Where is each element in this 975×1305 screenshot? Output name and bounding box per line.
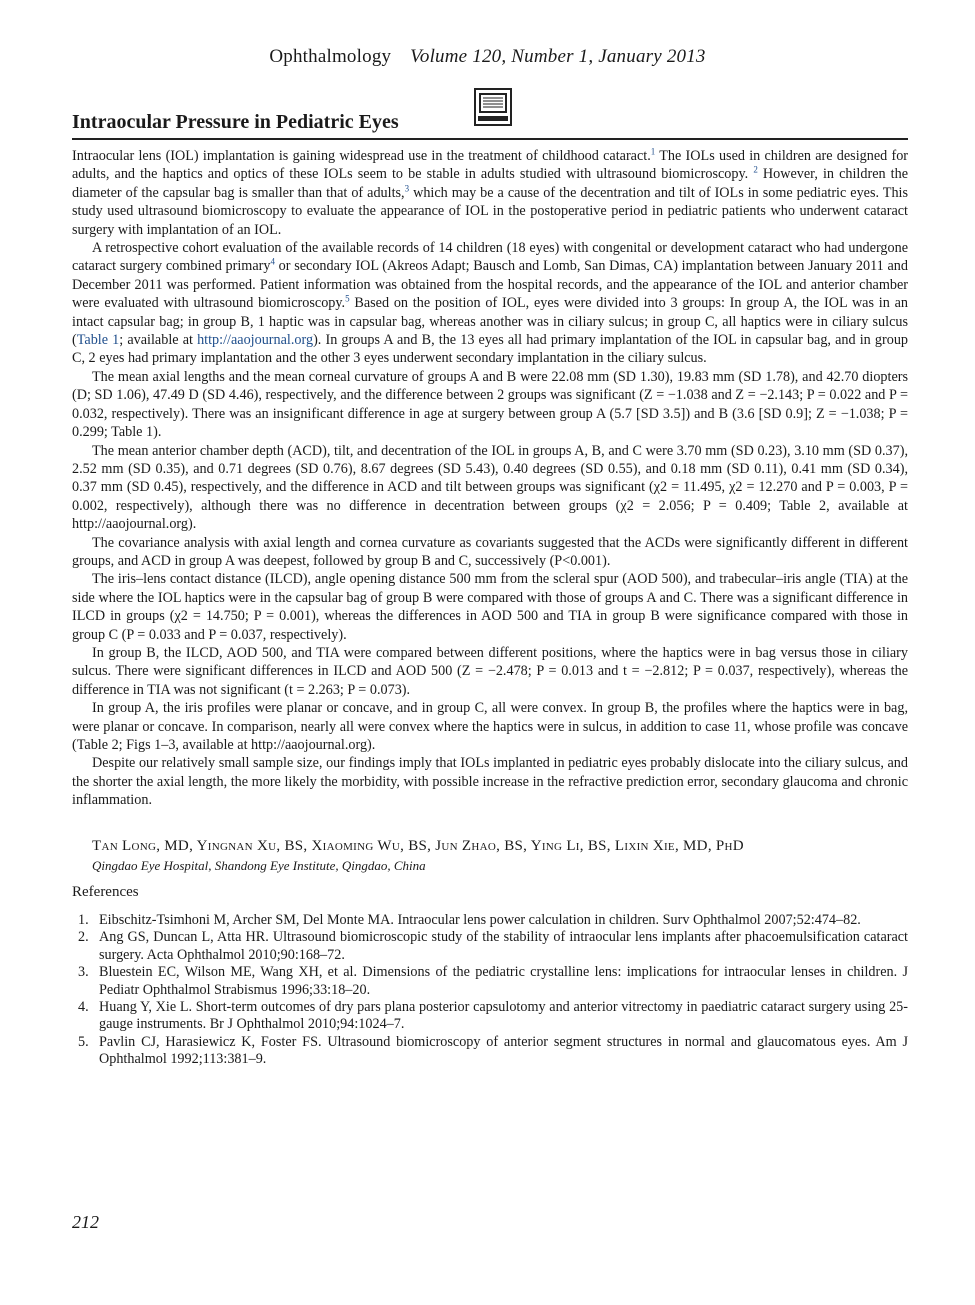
paragraph: The covariance analysis with axial length and cornea curvature as covariants suggested that the ACDs were significantly different in different groups, and ACD in group A was deepest, followed by group B and C, successively (P<0.001).: [72, 534, 908, 569]
paragraph: The iris–lens contact distance (ILCD), angle opening distance 500 mm from the scleral spur (AOD 500), and trabecular–iris angle (TIA) at the side where the IOL haptics were in the capsular bag of group B were compared with those of groups A and C. There was a significant difference in ILCD in groups (χ2 = 14.750; P = 0.001), whereas the differences in AOD 500 and TIA in group B were significance compared with those in group C (P = 0.033 and P = 0.037, respectively).: [72, 571, 908, 643]
reference-text: Ang GS, Duncan L, Atta HR. Ultrasound biomicroscopic study of the stability of intraocular lens implants after phacoemulsification cataract surgery. Acta Ophthalmol 2010;90:168–72.: [99, 929, 908, 963]
web-video-icon[interactable]: [474, 88, 512, 126]
reference-item: [72, 999, 908, 1034]
reference-item: [72, 929, 908, 964]
paragraph: Despite our relatively small sample size, our findings imply that IOLs implanted in pediatric eyes probably dislocate into the ciliary sulcus, and the shorter the axial length, the more likely the morbidity, with possible increase in the refractive prediction error, secondary glaucoma and chronic inflammation.: [72, 755, 908, 809]
citation-link[interactable]: 1: [650, 146, 656, 157]
reference-number: 5.: [78, 1033, 89, 1050]
citation-link[interactable]: 4: [270, 256, 275, 267]
journal-name: Ophthalmology: [269, 46, 392, 67]
paragraph: In group A, the iris profiles were planar or concave, and in group C, all were convex. In group B, the profiles where the haptics were in bag, were planar or concave. In comparison, nearly all were convex where the haptics were in sulcus, in addition to case 11, whose profile was concave (Table 2; Figs 1–3, available at http://aaojournal.org).: [72, 700, 908, 753]
paragraph: Intraocular lens (IOL) implantation is gaining widespread use in the treatment of childhood cataract.$^1$ The IOLs used in children are designed for adults, and the haptics and optics of these IOLs seem to be stable in adults studied with ultrasound biomicroscopy. $^2$ However, in children the diameter of the capsular bag is smaller than that of adults,$^3$ which may be a cause of the decentration and tilt of IOLs in some pediatric eyes. This study used ultrasound biomicroscopy to evaluate the appearance of IOL in the postoperative period in pediatric patients who underwent cataract surgery with implantation of an IOL.: [72, 146, 909, 238]
citation-link[interactable]: 2: [753, 164, 758, 175]
reference-text: Pavlin CJ, Harasiewicz K, Foster FS. Ultrasound biomicroscopy of anterior segment structures in normal and glaucomatous eyes. Am J Ophthalmol 1992;113:381–9.: [99, 1033, 908, 1068]
citation-link[interactable]: 3: [404, 183, 410, 194]
reference-item: [72, 912, 908, 929]
paragraph: In group B, the ILCD, AOD 500, and TIA were compared between different positions, where the haptics were in bag versus those in ciliary sulcus. There were significant differences in ILCD and AOD 500 (Z = −2.478; P = 0.013 and t = −2.812; P = 0.037, respectively), whereas the difference in TIA was not significant (t = 2.263; P = 0.073).: [72, 644, 908, 698]
author-list: Tan Long, MD, Yingnan Xu, BS, Xiaoming Wu, BS, Jun Zhao, BS, Ying Li, BS, Lixin Xie, MD, PhD: [92, 838, 744, 854]
reference-number: 4.: [78, 999, 89, 1016]
affiliation: Qingdao Eye Hospital, Shandong Eye Institute, Qingdao, China: [92, 858, 426, 873]
paragraph: A retrospective cohort evaluation of the available records of 14 children (18 eyes) with congenital or development cataract who had undergone cataract surgery combined primary$^4$ or secondary IOL (Akreos Adapt; Bausch and Lomb, San Dimas, CA) implantation between January 2011 and December 2011 was performed. Patient information was obtained from the hospital records, and the appearance of the IOL and anterior chamber were evaluated with ultrasound biomicroscopy.$^5$ Based on the position of IOL, eyes were divided into 3 groups: In group A, the IOL was in an intact capsular bag; in group B, 1 haptic was in capsular bag, whereas another was in ciliary sulcus; in group C, all haptics were in ciliary sulcus (Table 1; available at http://aaojournal.org). In groups A and B, the 13 eyes all had primary implantation of the IOL in capsular bag, and in group C, 2 eyes had primary implantation and the other 3 eyes underwent secondary implantation in the ciliary sulcus.: [72, 240, 909, 367]
reference-text: Eibschitz-Tsimhoni M, Archer SM, Del Monte MA. Intraocular lens power calculation in children. Surv Ophthalmol 2007;52:474–82.: [99, 912, 861, 928]
reference-item: [72, 964, 908, 999]
references-heading: References: [72, 884, 139, 900]
reference-number: 3.: [78, 964, 89, 981]
table-link[interactable]: Table 1: [76, 332, 120, 349]
reference-text: Bluestein EC, Wilson ME, Wang XH, et al. Dimensions of the pediatric crystalline lens: implications for intraocular lenses in children. J Pediatr Ophthalmol Strabismus 1996;33:18–20.: [99, 964, 908, 998]
citation-link[interactable]: 5: [345, 293, 350, 304]
page-number: 212: [72, 1212, 99, 1232]
volume-issue: Volume 120, Number 1, January 2013: [410, 46, 706, 67]
journal-url-link[interactable]: http://aaojournal.org: [197, 332, 314, 349]
reference-item: [72, 1034, 908, 1069]
reference-number: 1.: [78, 912, 89, 928]
paragraph: The mean axial lengths and the mean corneal curvature of groups A and B were 22.08 mm (SD 1.30), 19.83 mm (SD 1.78), and 42.70 diopters (D; SD 1.06), 47.49 D (SD 4.46), respectively, and the difference between 2 groups was significant (Z = −1.038 and Z = −2.143; P = 0.022 and P = 0.032, respectively). There was an insignificant difference in age at surgery between group A (5.7 [SD 3.5]) and B (3.6 [SD 0.9]; Z = −1.038; P = 0.299; Table 1).: [72, 368, 908, 441]
reference-text: Huang Y, Xie L. Short-term outcomes of dry pars plana posterior capsulotomy and anterior vitrectomy in paediatric cataract surgery using 25-gauge instruments. Br J Ophthalmol 2010;94:1024–7.: [99, 999, 908, 1033]
title-row: [72, 90, 908, 140]
reference-list: [72, 912, 908, 1069]
article-title: Intraocular Pressure in Pediatric Eyes: [72, 111, 399, 133]
article-body: [72, 147, 908, 810]
paragraph: The mean anterior chamber depth (ACD), tilt, and decentration of the IOL in groups A, B, and C were 3.70 mm (SD 0.23), 3.10 mm (SD 0.37), 2.52 mm (SD 0.35), and 0.71 degrees (SD 0.76), 8.67 degrees (SD 5.43), 0.40 degrees (SD 0.55), and 0.18 mm (SD 0.11), 0.41 mm (SD 0.34), 0.37 mm (SD 0.45), respectively, and the difference in ACD and tilt between groups was significant (χ2 = 11.495, χ2 = 12.270 and P = 0.003, P = 0.002, respectively), although there was no difference in decentration between groups (χ2 = 2.056; P = 0.409; Table 2, available at http://aaojournal.org).: [72, 442, 908, 533]
reference-number: 2.: [78, 929, 89, 946]
running-head: [0, 46, 975, 68]
